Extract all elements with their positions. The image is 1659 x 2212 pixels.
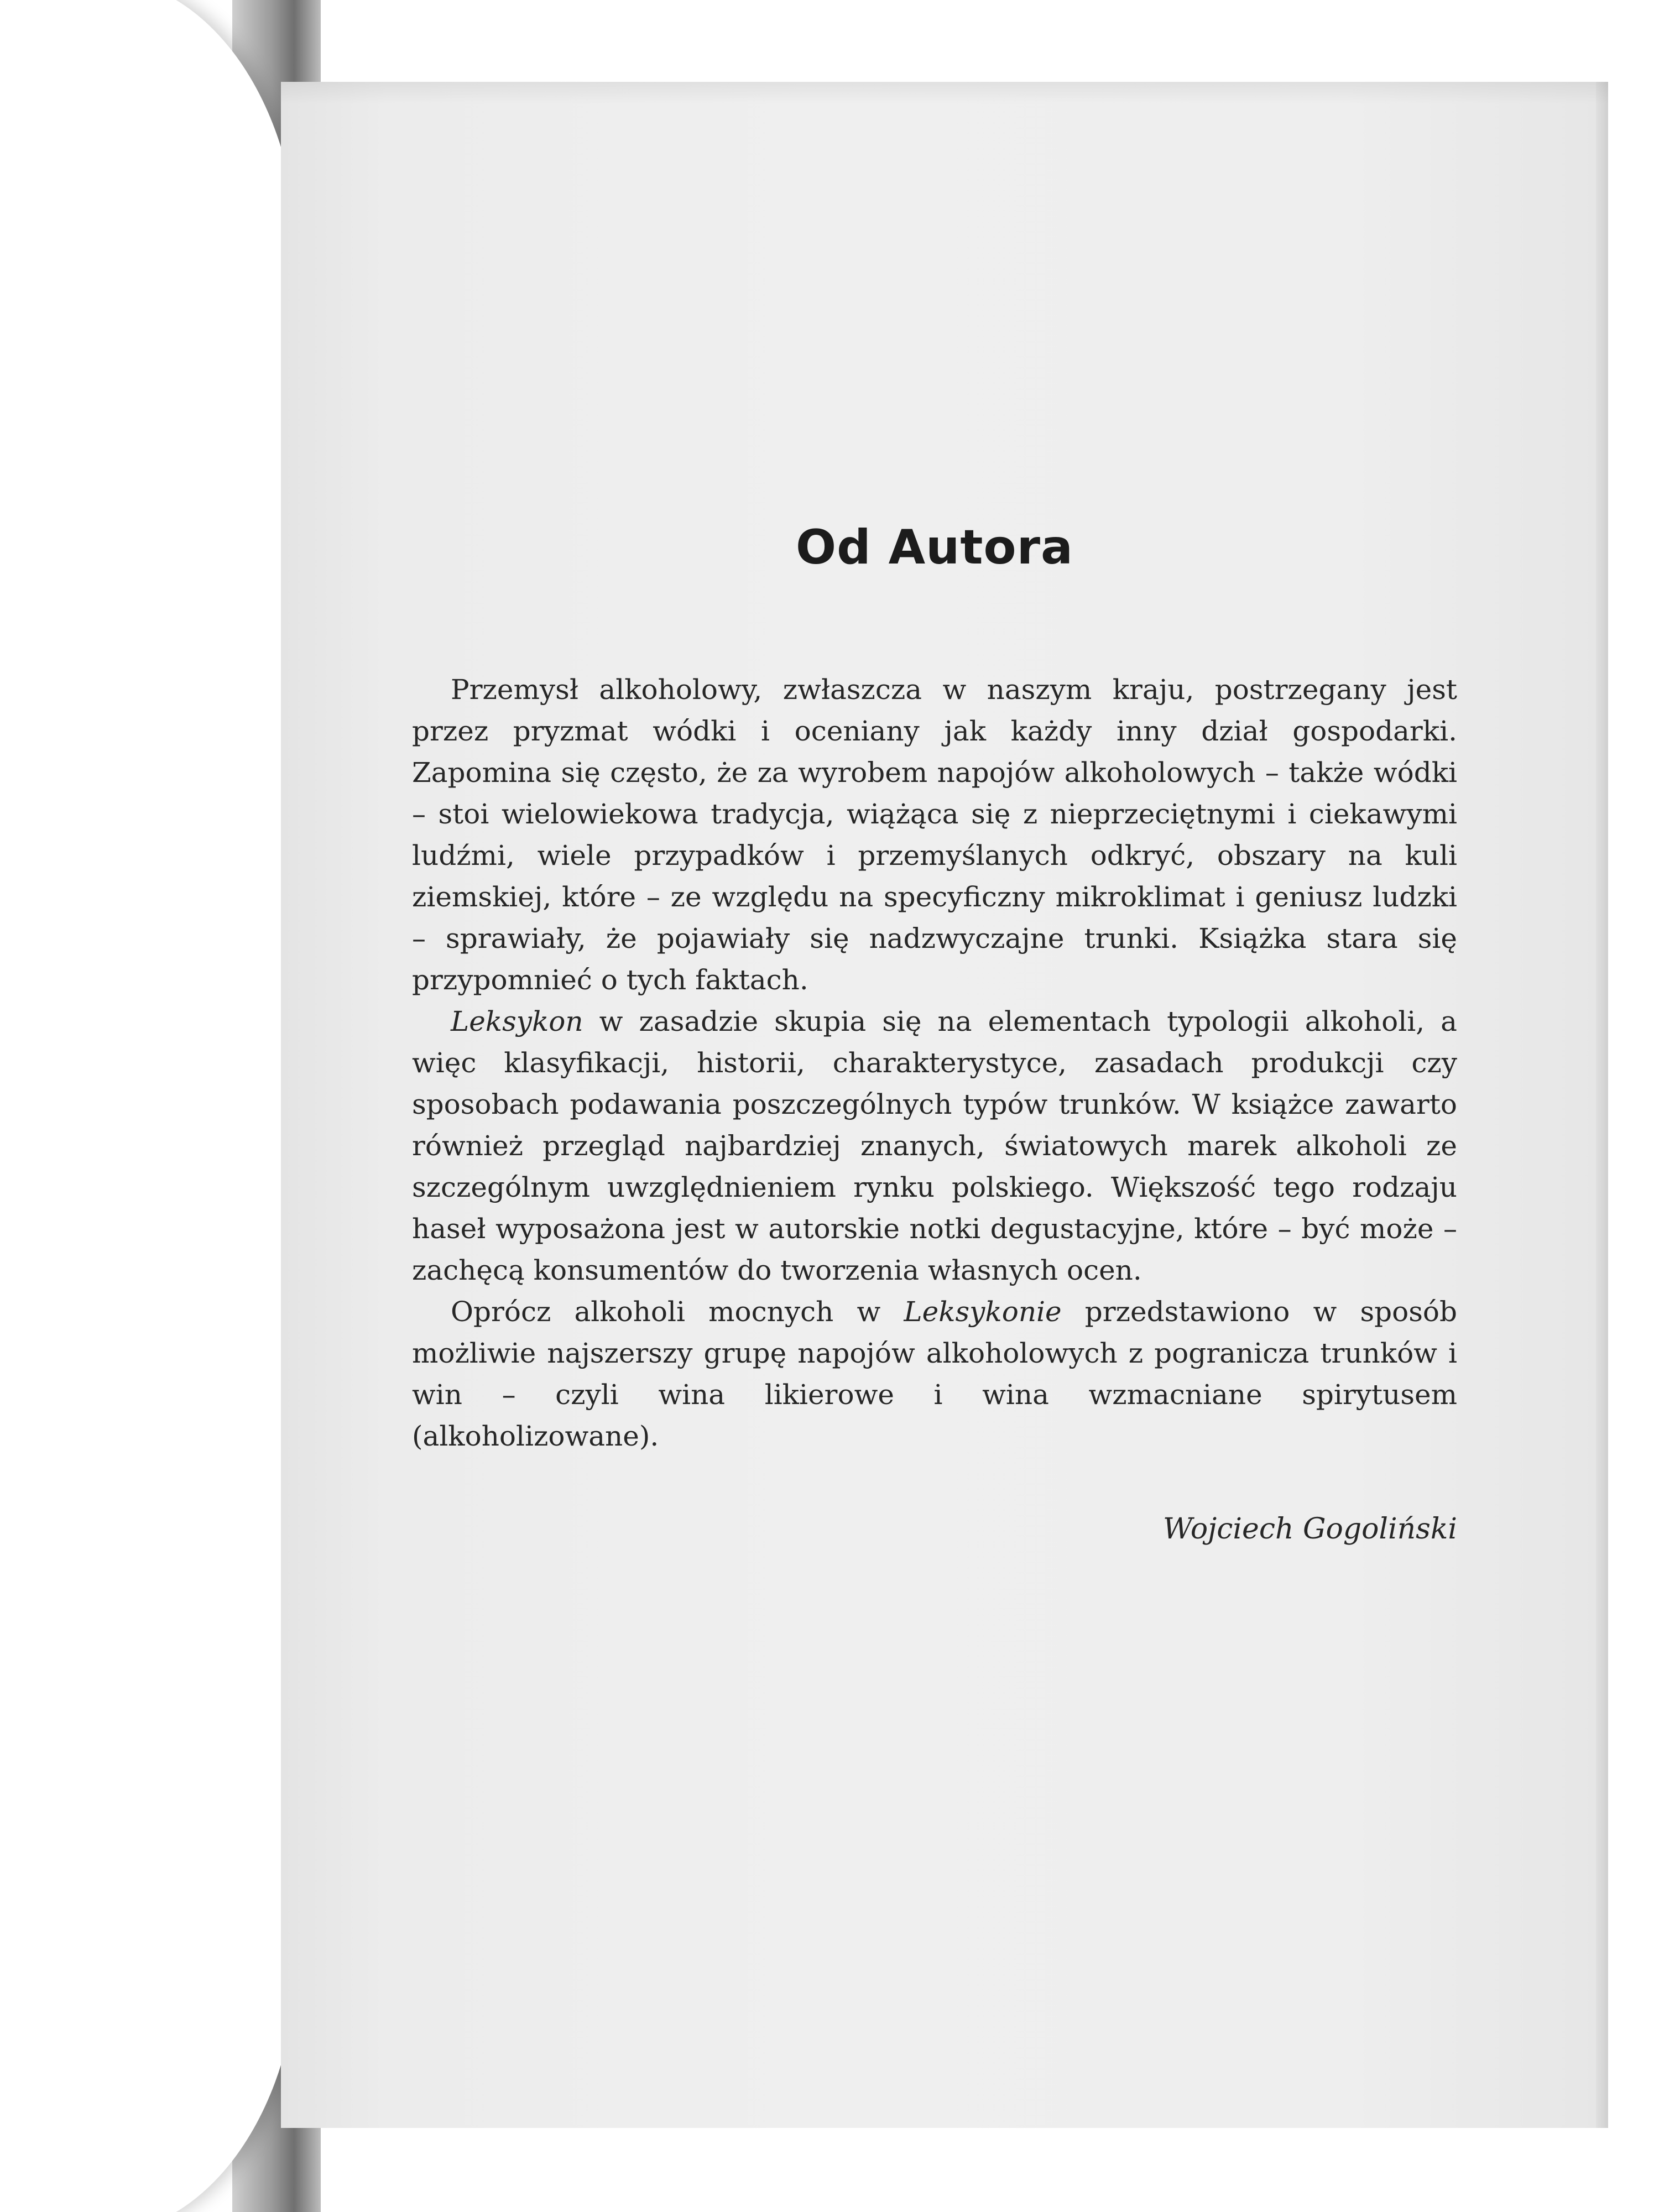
author-signature: Wojciech Gogoliński [1162, 1512, 1457, 1546]
page-top-shadow [281, 82, 1608, 104]
paragraph-1 [412, 669, 1457, 1001]
paragraph-text: Oprócz alkoholi mocnych w [451, 1296, 904, 1328]
paragraph-text: w zasadzie skupia się na elementach typologii alkoholi, a więc klasyfikacji, historii, charakterystyce, zasadach produkcji czy sposobach podawania poszczególnych typów trunków. W książce zawarto również przegląd najbardziej znanych, światowych marek alkoholi ze szczególnym uwzględnieniem rynku polskiego. Większość tego rodzaju haseł wyposażona jest w autorskie notki degustacyjne, które – być może – zachęcą konsumentów do tworzenia własnych ocen. [412, 1005, 1457, 1286]
page-edge [1596, 82, 1608, 2128]
page-content [412, 520, 1457, 1546]
paragraph-2 [412, 1001, 1457, 1291]
left-page-curl [0, 0, 299, 2212]
italic-book-title: Leksykon [451, 1005, 583, 1037]
italic-book-title: Leksykonie [904, 1296, 1062, 1328]
paragraph-3 [412, 1291, 1457, 1457]
paragraph-text: przedstawiono w sposób możliwie najszerszy grupę napojów alkoholowych z pogranicza trunków i win – czyli wina likierowe i wina wzmacniane spirytusem (alkoholizowane). [412, 1296, 1458, 1452]
paragraph-text: Przemysł alkoholowy, zwłaszcza w naszym kraju, postrzegany jest przez pryzmat wódki i oceniany jak każdy inny dział gospodarki. Zapomina się często, że za wyrobem napojów alkoholowych – także wódki – stoi wielowiekowa tradycja, wiążąca się z nieprzeciętnymi i ciekawymi ludźmi, wiele przypadków i przemyślanych odkryć, obszary na kuli ziemskiej, które – ze względu na specyficzny mikroklimat i geniusz ludzki – sprawiały, że pojawiały się nadzwyczajne trunki. Książka stara się przypomnieć o tych faktach. [412, 674, 1457, 996]
chapter-title: Od Autora [795, 520, 1074, 575]
